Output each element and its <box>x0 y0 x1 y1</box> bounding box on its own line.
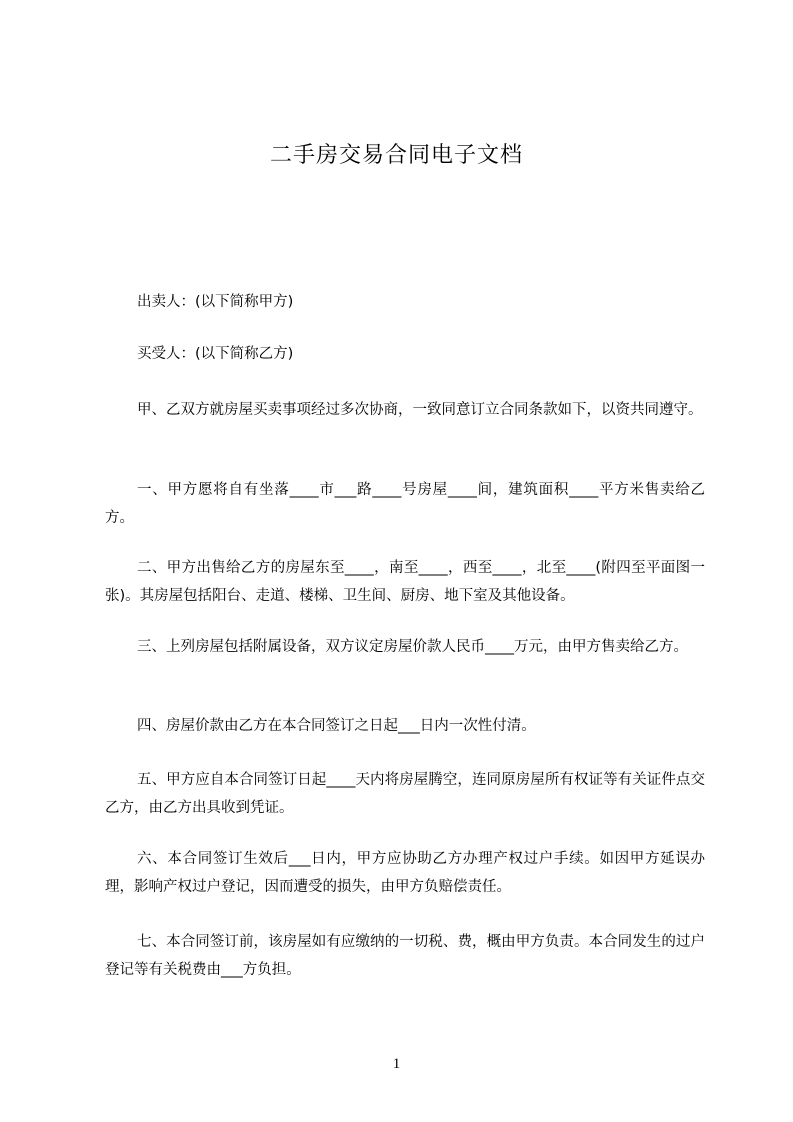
paragraph-preamble: 甲、乙双方就房屋买卖事项经过多次协商，一致同意订立合同条款如下，以资共同遵守。 <box>137 402 703 418</box>
paragraph-clause-7: 七、本合同签订前，该房屋如有应缴纳的一切税、费，概由甲方负责。本合同发生的过户登记等有关税费由___方负担。 <box>105 934 705 978</box>
paragraph-clause-2: 二、甲方出售给乙方的房屋东至____，南至____，西至____，北至____(附四至平面图一张)。其房屋包括阳台、走道、楼梯、卫生间、厨房、地下室及其他设备。 <box>105 560 705 604</box>
paragraph-clause-4: 四、房屋价款由乙方在本合同签订之日起___日内一次性付清。 <box>137 718 536 734</box>
paragraph-buyer: 买受人：(以下简称乙方) <box>137 346 294 362</box>
page-number: 1 <box>392 1056 401 1072</box>
paragraph-clause-5: 五、甲方应自本合同签订日起____天内将房屋腾空，连同原房屋所有权证等有关证件点交乙方，由乙方出具收到凭证。 <box>105 772 705 816</box>
paragraph-clause-6: 六、本合同签订生效后___日内，甲方应协助乙方办理产权过户手续。如因甲方延误办理，影响产权过户登记，因而遭受的损失，由甲方负赔偿责任。 <box>105 851 705 895</box>
paragraph-clause-3: 三、上列房屋包括附属设备，双方议定房屋价款人民币____万元，由甲方售卖给乙方。 <box>137 639 688 655</box>
paragraph-clause-1: 一、甲方愿将自有坐落____市___路____号房屋____间，建筑面积____平方米售卖给乙方。 <box>105 482 705 526</box>
paragraph-seller: 出卖人：(以下简称甲方) <box>137 294 294 310</box>
document-title: 二手房交易合同电子文档 <box>269 143 523 168</box>
